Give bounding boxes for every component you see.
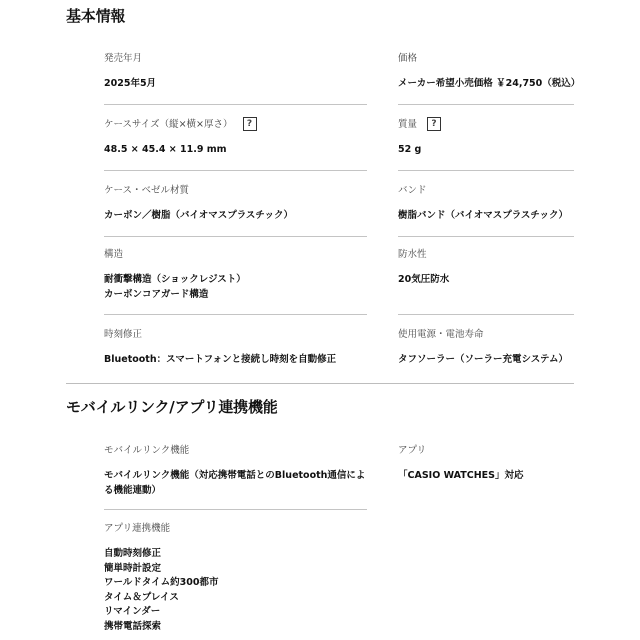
spec-label: バンド: [398, 184, 427, 196]
spec-label: 発売年月: [104, 52, 143, 64]
app-feature-item: ワールドタイム約300都市: [104, 577, 219, 588]
spec-label: アプリ: [398, 444, 427, 456]
divider: [398, 170, 574, 171]
app-feature-item: 自動時刻修正: [104, 548, 162, 559]
divider: [104, 104, 367, 105]
spec-structure: [104, 247, 367, 302]
spec-case-size: [104, 117, 367, 158]
spec-label: [104, 117, 367, 131]
spec-value: 48.5 × 45.4 × 11.9 mm: [104, 144, 227, 155]
divider: [398, 314, 574, 315]
basic-info-heading: 基本情報: [66, 7, 126, 25]
spec-value: 52 g: [398, 144, 422, 155]
divider: [398, 236, 574, 237]
app-feature-item: リマインダー: [104, 606, 161, 617]
spec-value: Bluetooth：スマートフォンと接続し時刻を自動修正: [104, 354, 337, 365]
spec-label: アプリ連携機能: [104, 522, 171, 534]
mobile-link-heading: モバイルリンク/アプリ連携機能: [66, 398, 278, 416]
spec-label: 構造: [104, 248, 124, 260]
spec-release-date: [104, 51, 367, 92]
spec-value: [104, 547, 367, 634]
case-size-help-button[interactable]: ?: [243, 117, 257, 131]
spec-app-features: [104, 521, 367, 634]
spec-label-text: 質量: [398, 118, 418, 130]
divider: [104, 509, 367, 510]
divider: [104, 170, 367, 171]
spec-value: [104, 273, 367, 302]
weight-help-button[interactable]: ?: [427, 117, 441, 131]
spec-value: メーカー希望小売価格 ￥24,750（税込）: [398, 78, 581, 89]
spec-value: モバイルリンク機能（対応携帯電話とのBluetooth通信による機能連動）: [104, 470, 366, 496]
spec-label: [398, 117, 640, 131]
spec-case-material: [104, 183, 367, 224]
app-feature-item: 携帯電話探索: [104, 620, 162, 632]
app-feature-item: 簡単時計設定: [104, 562, 162, 574]
spec-label: 価格: [398, 52, 418, 64]
spec-value: 樹脂バンド（バイオマスプラスチック）: [398, 210, 568, 221]
spec-value: 20気圧防水: [398, 274, 450, 285]
divider: [398, 104, 574, 105]
spec-value: タフソーラー（ソーラー充電システム）: [398, 354, 569, 365]
spec-mobile-link: [104, 443, 367, 498]
spec-label: 時刻修正: [104, 328, 143, 340]
spec-label: ケース・ベゼル材質: [104, 184, 190, 196]
divider: [104, 236, 367, 237]
spec-band: [398, 183, 640, 224]
spec-label: 防水性: [398, 248, 427, 260]
structure-line: 耐衝撃構造（ショックレジスト）: [104, 274, 246, 285]
spec-water-resistance: [398, 247, 640, 288]
spec-label-text: ケースサイズ（縦×横×厚さ）: [104, 118, 233, 130]
spec-label: 使用電源・電池寿命: [398, 328, 484, 340]
spec-value: カーボン／樹脂（バイオマスプラスチック）: [104, 210, 293, 221]
spec-app: [398, 443, 640, 484]
spec-power-source: [398, 327, 640, 368]
spec-price: [398, 51, 640, 92]
divider: [104, 314, 367, 315]
structure-line: カーボンコアガード構造: [104, 288, 209, 300]
section-divider: [66, 383, 574, 384]
spec-value: 「CASIO WATCHES」対応: [398, 470, 524, 481]
spec-label: モバイルリンク機能: [104, 444, 190, 456]
spec-weight: [398, 117, 640, 158]
app-feature-item: タイム＆プレイス: [104, 591, 179, 603]
spec-time-adjustment: [104, 327, 367, 368]
spec-value: 2025年5月: [104, 78, 157, 89]
